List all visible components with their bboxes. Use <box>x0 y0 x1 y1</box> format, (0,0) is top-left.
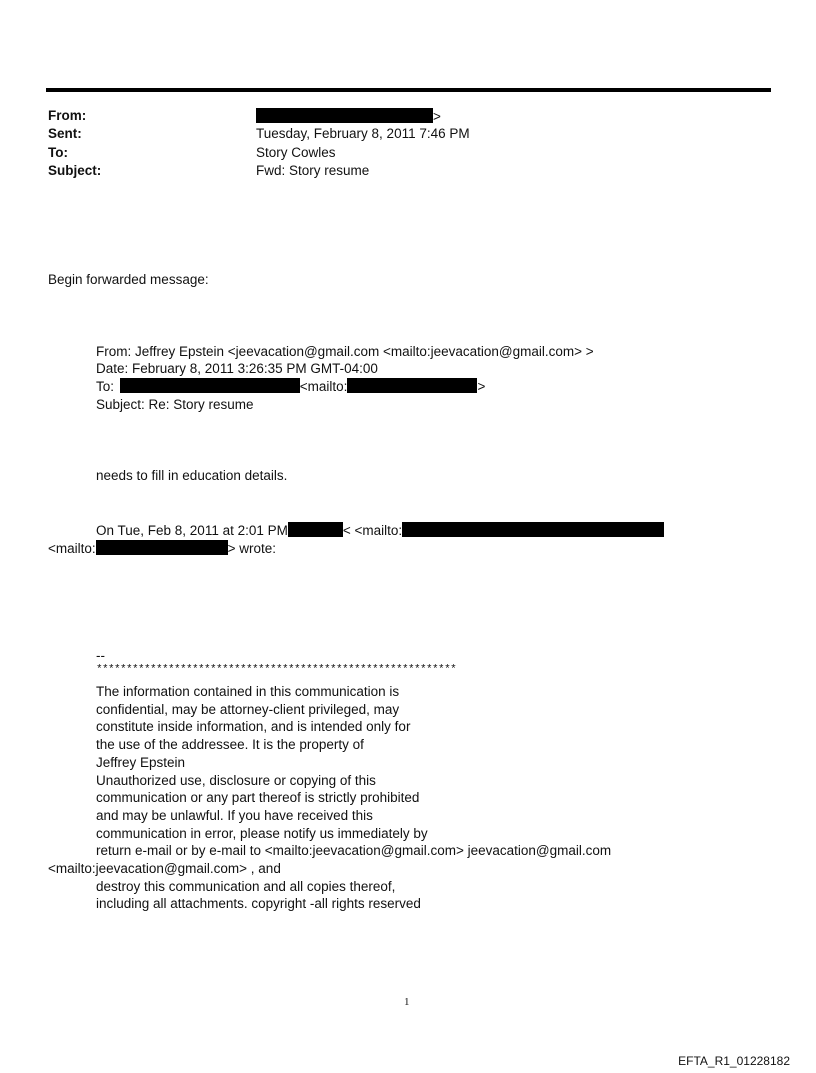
from-suffix: > <box>433 109 441 124</box>
disclaimer <box>48 683 612 913</box>
disclaimer-line: Unauthorized use, disclosure or copying of this <box>96 772 376 788</box>
forwarded-from: From: Jeffrey Epstein <jeevacation@gmail.com <mailto:jeevacation@gmail.com> > <box>96 344 594 359</box>
disclaimer-line: communication or any part thereof is strictly prohibited <box>96 790 420 806</box>
quote-line2-prefix: <mailto: <box>48 541 96 556</box>
forward-intro: Begin forwarded message: <box>48 272 209 287</box>
disclaimer-line: confidential, may be attorney-client privileged, may <box>96 701 400 717</box>
redaction-bar <box>347 378 477 393</box>
disclaimer-line: the use of the addressee. It is the property of <box>96 737 364 753</box>
forwarded-to-mailto: <mailto: <box>299 379 348 394</box>
from-value <box>256 108 441 124</box>
sent-value: Tuesday, February 8, 2011 7:46 PM <box>256 126 470 141</box>
disclaimer-line: and may be unlawful. If you have received this <box>96 807 373 823</box>
page-number: 1 <box>404 996 410 1008</box>
forwarded-subject: Subject: Re: Story resume <box>96 397 254 412</box>
disclaimer-line: Jeffrey Epstein <box>96 754 186 770</box>
quote-line2-suffix: > wrote: <box>227 541 277 556</box>
to-value: Story Cowles <box>256 145 336 160</box>
signature-stars: ************************************************************ <box>96 664 457 676</box>
redaction-bar <box>288 522 343 537</box>
sent-label: Sent: <box>48 126 82 141</box>
quote-header-line2 <box>48 540 276 558</box>
subject-label: Subject: <box>48 163 102 178</box>
signature-dash: -- <box>96 648 105 663</box>
forwarded-to-label: To: <box>96 379 115 394</box>
redaction-bar <box>96 540 228 555</box>
disclaimer-line: destroy this communication and all copies thereof, <box>96 878 396 894</box>
disclaimer-line: communication in error, please notify us immediately by <box>96 825 428 841</box>
quote-prefix: On Tue, Feb 8, 2011 at 2:01 PM <box>96 523 288 538</box>
disclaimer-line: return e-mail or by e-mail to <mailto:jeevacation@gmail.com> jeevacation@gmail.com <box>96 843 612 859</box>
redaction-bar <box>256 108 433 123</box>
message-text: needs to fill in education details. <box>96 468 288 483</box>
disclaimer-line: constitute inside information, and is intended only for <box>96 719 411 735</box>
redaction-bar <box>120 378 300 393</box>
subject-value: Fwd: Story resume <box>256 163 370 178</box>
quote-header-line1 <box>96 522 664 540</box>
forwarded-to <box>96 378 485 396</box>
document-id: EFTA_R1_01228182 <box>678 1054 790 1068</box>
to-label: To: <box>48 145 68 160</box>
forwarded-date: Date: February 8, 2011 3:26:35 PM GMT-04:00 <box>96 361 378 376</box>
quote-mailto: < <mailto: <box>342 523 403 538</box>
disclaimer-line: including all attachments. copyright -all rights reserved <box>96 896 421 912</box>
from-label: From: <box>48 108 87 123</box>
forwarded-to-suffix: > <box>477 379 486 394</box>
header-rule <box>46 88 771 92</box>
disclaimer-line: <mailto:jeevacation@gmail.com> , and <box>48 861 281 877</box>
disclaimer-line: The information contained in this communication is <box>96 684 400 699</box>
redaction-bar <box>402 522 664 537</box>
